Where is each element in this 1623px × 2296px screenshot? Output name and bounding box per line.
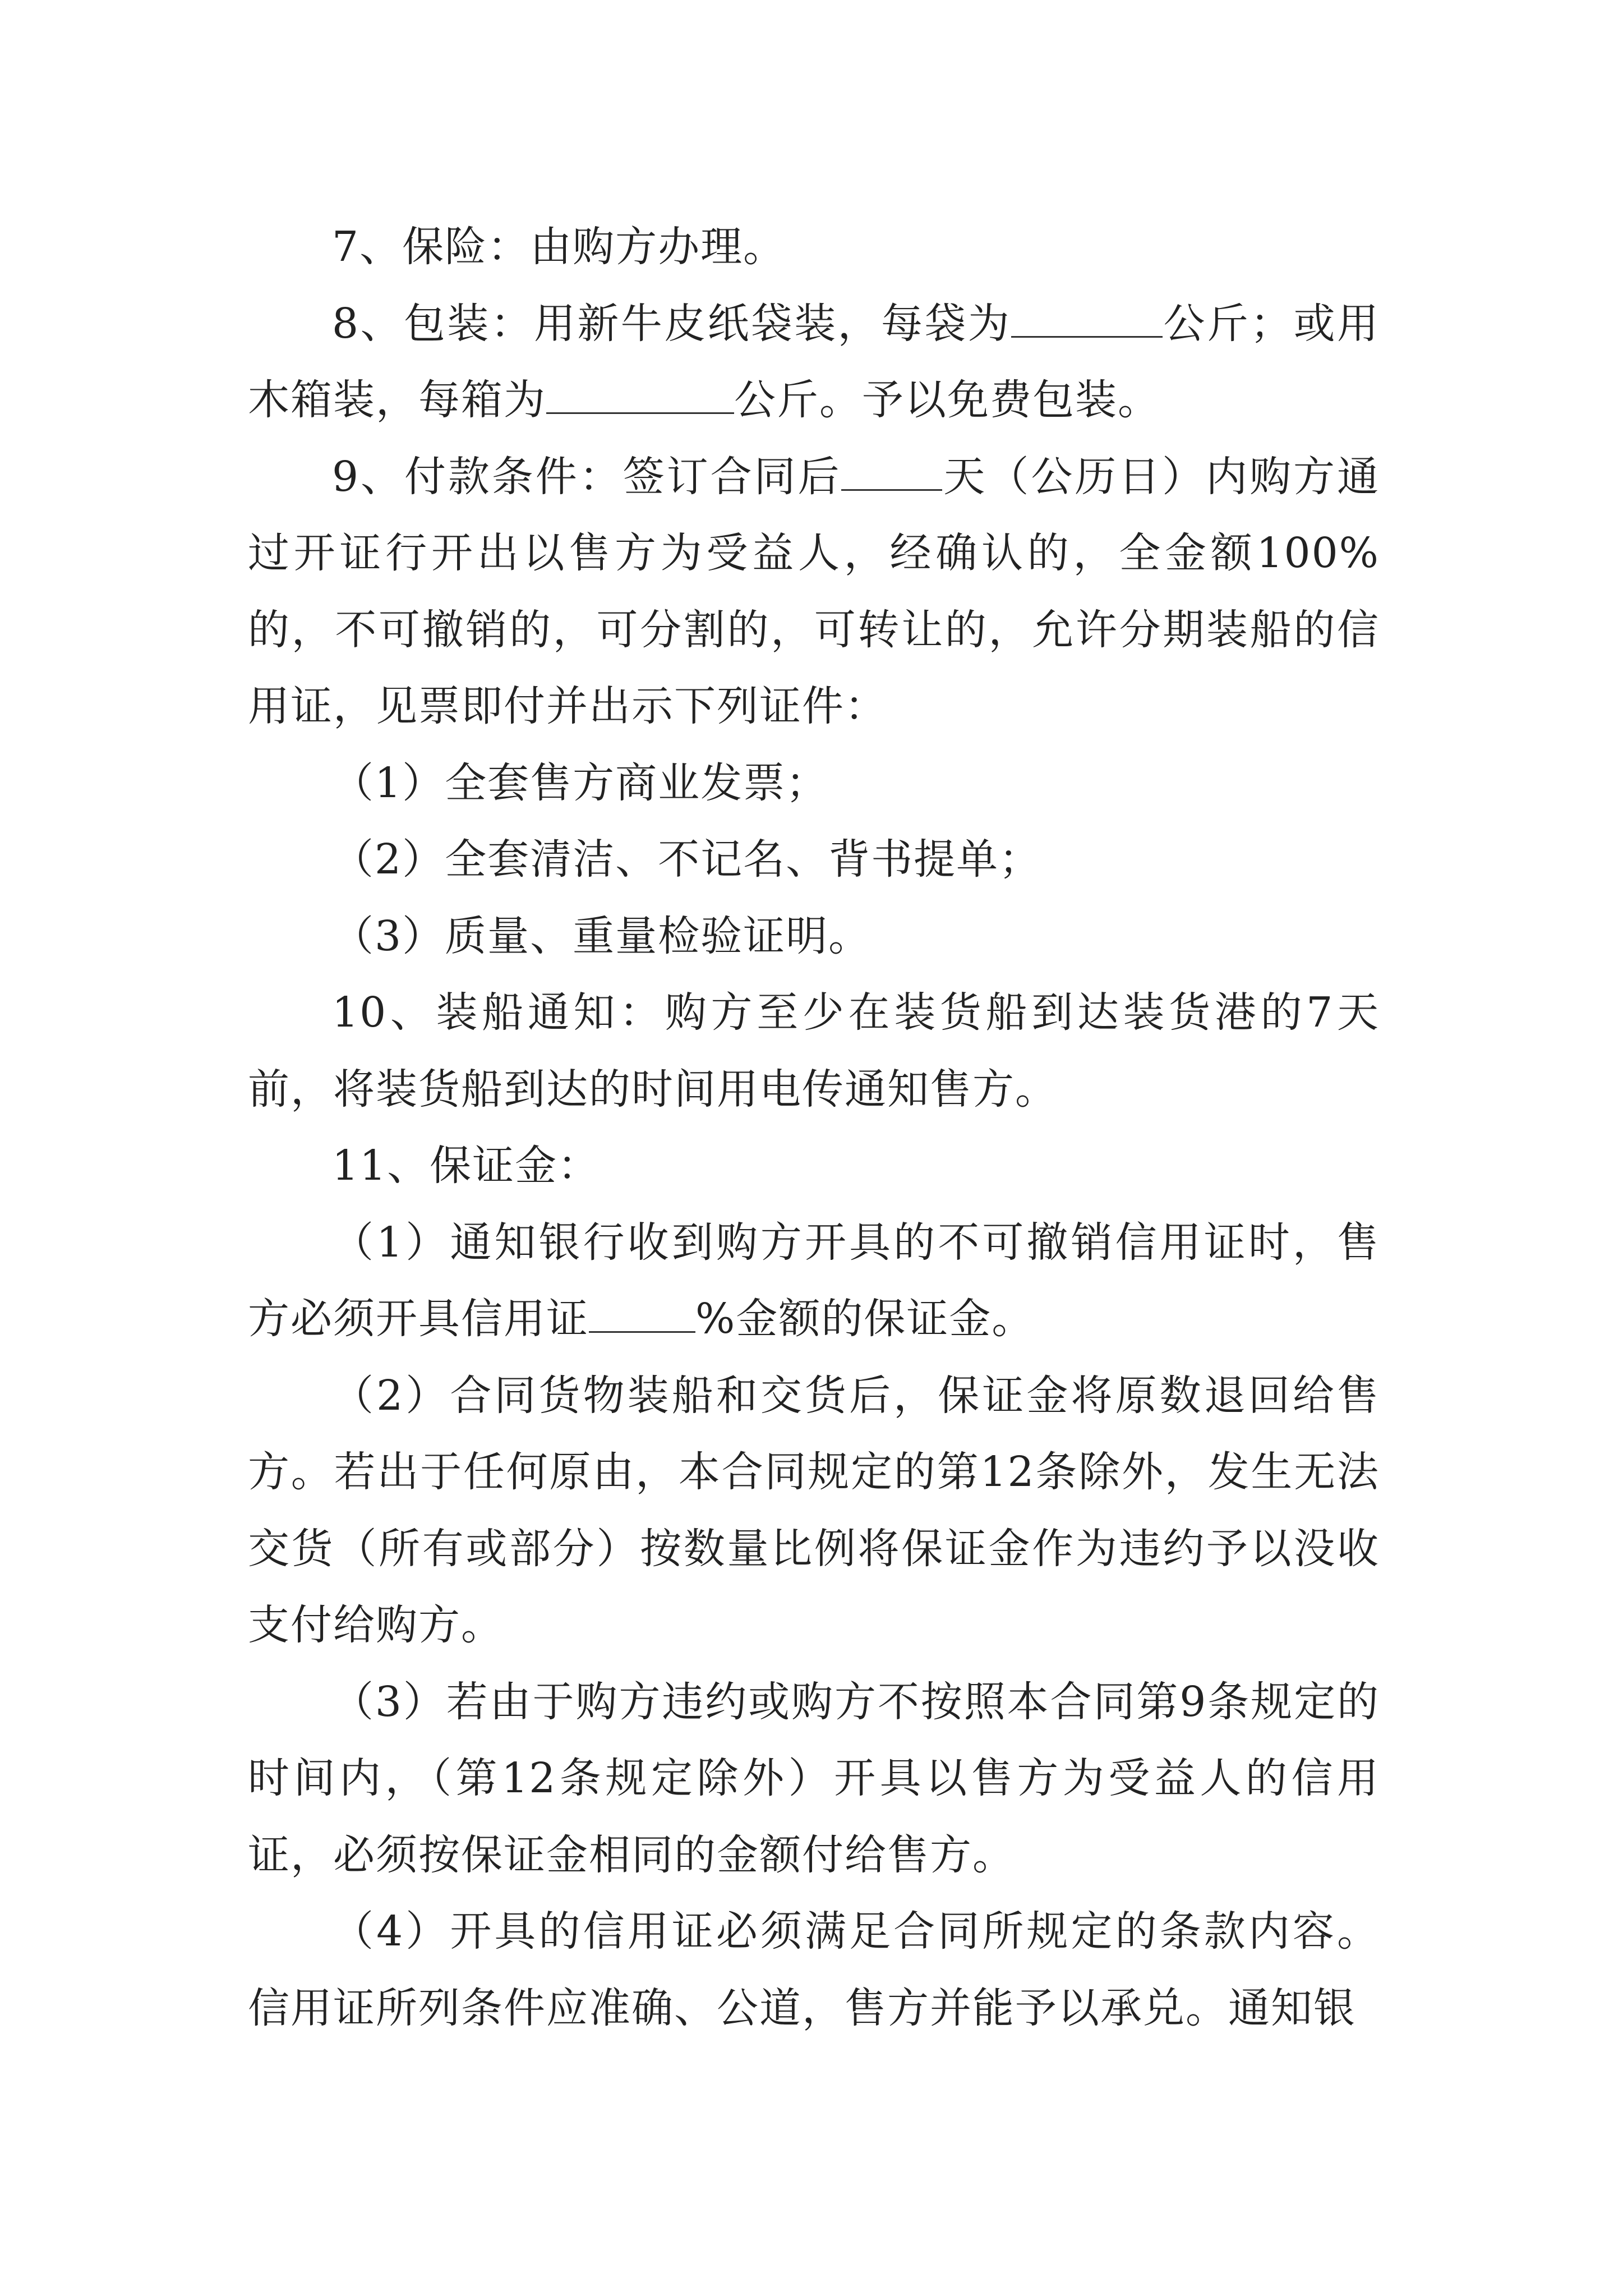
clause-8-text-b: 公斤；或用木箱装，每箱为 <box>248 299 1380 424</box>
clause-9-item-3-text: （3）质量、重量检验证明。 <box>332 912 872 960</box>
clause-11-item-1 <box>248 1204 1380 1358</box>
document-body <box>248 209 1380 2046</box>
clause-11-item-1-text-a: （1）通知银行收到购方开具的不可撤销信用证时，售方必须开具信用证 <box>248 1218 1380 1343</box>
clause-10-shipping-notice <box>248 974 1380 1128</box>
clause-7-text: 7、保险：由购方办理。 <box>332 223 786 271</box>
clause-9-item-3 <box>248 898 1380 975</box>
clause-9-item-2 <box>248 821 1380 898</box>
clause-11-text: 11、保证金： <box>332 1142 601 1190</box>
clause-10-text: 10、装船通知：购方至少在装货船到达装货港的7天前，将装货船到达的时间用电传通知售方。 <box>248 988 1380 1114</box>
clause-11-item-1-text-b: %金额的保证金。 <box>695 1295 1035 1343</box>
blank-percent <box>589 1296 695 1333</box>
clause-9-item-1-text: （1）全套售方商业发票； <box>332 758 829 807</box>
clause-9-item-2-text: （2）全套清洁、不记名、背书提单； <box>332 835 1042 884</box>
clause-7-insurance <box>248 209 1380 286</box>
clause-11-item-2-text: （2）合同货物装船和交货后，保证金将原数退回给售方。若出于任何原由，本合同规定的第12条除外，发生无法交货（所有或部分）按数量比例将保证金作为违约予以没收支付给购方。 <box>248 1371 1380 1649</box>
blank-kg-per-bag <box>1011 301 1163 338</box>
clause-8-text-a: 8、包装：用新牛皮纸袋装，每袋为 <box>332 299 1012 348</box>
clause-11-item-3 <box>248 1664 1380 1894</box>
clause-9-text-a: 9、付款条件：签订合同后 <box>332 452 842 501</box>
blank-days <box>841 454 942 491</box>
clause-8-text-c: 公斤。予以免费包装。 <box>734 376 1160 424</box>
clause-11-item-4 <box>248 1893 1380 2046</box>
clause-9-text-b: 天（公历日）内购方通过开证行开出以售方为受益人，经确认的，全金额100%的，不可撤销的，可分割的，可转让的，允许分期装船的信用证，见票即付并出示下列证件： <box>248 452 1380 730</box>
clause-11-item-4-text: （4）开具的信用证必须满足合同所规定的条款内容。信用证所列条件应准确、公道，售方并能予以承兑。通知银 <box>248 1907 1380 2032</box>
clause-9-item-1 <box>248 745 1380 822</box>
clause-11-item-2 <box>248 1358 1380 1664</box>
clause-8-packing <box>248 286 1380 439</box>
blank-kg-per-box <box>546 378 734 414</box>
clause-11-deposit <box>248 1128 1380 1204</box>
clause-11-item-3-text: （3）若由于购方违约或购方不按照本合同第9条规定的时间内，（第12条规定除外）开具以售方为受益人的信用证，必须按保证金相同的金额付给售方。 <box>248 1677 1380 1879</box>
clause-9-payment <box>248 439 1380 745</box>
